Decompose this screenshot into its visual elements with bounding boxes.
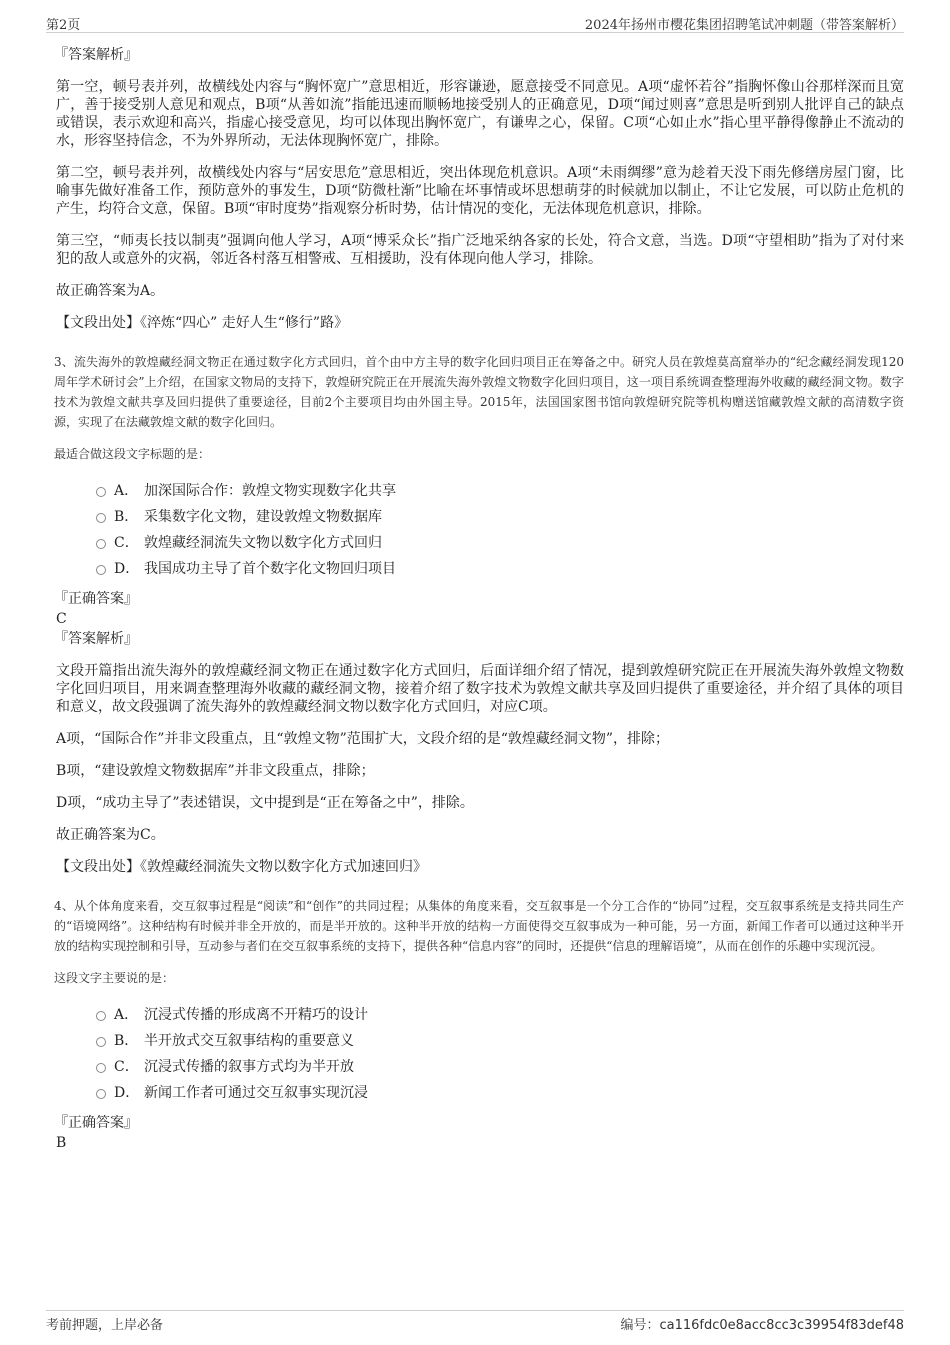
q2-analysis-label: 『答案解析』 <box>54 47 138 63</box>
q3-analysis-paragraph: D项，“成功主导了”表述错误，文中提到是“正在筹备之中”，排除。 <box>56 795 474 811</box>
q3-answer: C <box>56 611 67 627</box>
q3-analysis-paragraph: A项，“国际合作”并非文段重点，且“敦煌文物”范围扩大，文段介绍的是“敦煌藏经洞文物”，排除； <box>56 731 670 747</box>
q4-option-a[interactable]: A． 沉浸式传播的形成离不开精巧的设计 <box>96 1006 904 1032</box>
q3-stem: 3、流失海外的敦煌藏经洞文物正在通过数字化方式回归，首个由中方主导的数字化回归项目正在筹备之中。研究人员在敦煌莫高窟举办的“纪念藏经洞发现120周年学术研讨会”上介绍，在国家文物局的支持下，敦煌研究院正在开展流失海外敦煌文物数字化回归项目，这一项目系统调查整理海外收藏的藏经洞文物。数字技术为敦煌文献共享及回归提供了重要途径，目前2个主要项目均由外国主导。2015年，法国国家图书馆向敦煌研究院等机构赠送馆藏敦煌文献的高清数字资源，实现了在法藏敦煌文献的数字化回归。 <box>54 355 904 429</box>
radio-icon[interactable] <box>96 1037 106 1047</box>
q2-analysis-paragraph: 故正确答案为A。 <box>56 283 165 299</box>
page-content <box>56 46 904 1154</box>
q3-option-a[interactable]: A． 加深国际合作：敦煌文物实现数字化共享 <box>96 482 904 508</box>
q4-options <box>96 1006 904 1110</box>
q3-question: 最适合做这段文字标题的是： <box>54 447 211 461</box>
q4-question: 这段文字主要说的是： <box>54 971 175 985</box>
q3-analysis-paragraph: 故正确答案为C。 <box>56 827 165 843</box>
code-value: ca116fdc0e8acc8cc3c39954f83def48 <box>659 1318 904 1333</box>
document-title: 2024年扬州市樱花集团招聘笔试冲刺题（带答案解析） <box>584 18 904 33</box>
q3-answer-label: 『正确答案』 <box>54 591 138 607</box>
radio-icon[interactable] <box>96 1063 106 1073</box>
page-footer <box>46 1310 904 1333</box>
document-code <box>620 1314 904 1333</box>
q4-option-d[interactable]: D． 新闻工作者可通过交互叙事实现沉浸 <box>96 1084 904 1110</box>
q2-source: 【文段出处】《淬炼“四心” 走好人生“修行”路》 <box>56 315 349 331</box>
q2-analysis-paragraph: 第二空，顿号表并列，故横线处内容与“居安思危”意思相近，突出体现危机意识。A项“未雨绸缪”意为趁着天没下雨先修缮房屋门窗，比喻事先做好准备工作，预防意外的事发生，D项“防微杜渐”比喻在坏事情或坏思想萌芽的时候就加以制止，不让它发展，可以防止危机的产生，均符合文意，保留。B项“审时度势”指观察分析时势，估计情况的变化，无法体现危机意识，排除。 <box>56 165 904 217</box>
q3-option-d[interactable]: D． 我国成功主导了首个数字化文物回归项目 <box>96 560 904 586</box>
q3-analysis-paragraph: B项，“建设敦煌文物数据库”并非文段重点，排除； <box>56 763 375 779</box>
q4-answer-label: 『正确答案』 <box>54 1115 138 1131</box>
q2-analysis-paragraph: 第三空，“师夷长技以制夷”强调向他人学习，A项“博采众长”指广泛地采纳各家的长处，符合文意，当选。D项“守望相助”指为了对付来犯的敌人或意外的灾祸，邻近各村落互相警戒、互相援助，没有体现向他人学习，排除。 <box>56 233 904 267</box>
q4-option-c[interactable]: C． 沉浸式传播的叙事方式均为半开放 <box>96 1058 904 1084</box>
q4-stem: 4、从个体角度来看，交互叙事过程是“阅读”和“创作”的共同过程；从集体的角度来看，交互叙事是一个分工合作的“协同”过程，交互叙事系统是支持共同生产的“语境网络”。这种结构有时候并非全开放的，而是半开放的。这种半开放的结构一方面使得交互叙事成为一种可能，另一方面，新闻工作者可以通过这种半开放的结构实现控制和引导，互动参与者们在交互叙事系统的支持下，提供各种“信息内容”的同时，还提供“信息的理解语境”，从而在创作的乐趣中实现沉浸。 <box>54 899 904 953</box>
q3-source: 【文段出处】《敦煌藏经洞流失文物以数字化方式加速回归》 <box>56 859 427 875</box>
q3-options <box>96 482 904 586</box>
q4-answer: B <box>56 1135 67 1151</box>
code-label: 编号： <box>620 1318 660 1333</box>
radio-icon[interactable] <box>96 513 106 523</box>
q3-option-c[interactable]: C． 敦煌藏经洞流失文物以数字化方式回归 <box>96 534 904 560</box>
q4-option-b[interactable]: B． 半开放式交互叙事结构的重要意义 <box>96 1032 904 1058</box>
page-number: 第2页 <box>46 18 81 33</box>
radio-icon[interactable] <box>96 1011 106 1021</box>
page-header <box>46 12 904 33</box>
radio-icon[interactable] <box>96 1089 106 1099</box>
radio-icon[interactable] <box>96 539 106 549</box>
q3-analysis-label: 『答案解析』 <box>54 631 138 647</box>
q3-option-b[interactable]: B． 采集数字化文物，建设敦煌文物数据库 <box>96 508 904 534</box>
radio-icon[interactable] <box>96 487 106 497</box>
radio-icon[interactable] <box>96 565 106 575</box>
q2-analysis-paragraph: 第一空，顿号表并列，故横线处内容与“胸怀宽广”意思相近，形容谦逊，愿意接受不同意见。A项“虚怀若谷”指胸怀像山谷那样深而且宽广，善于接受别人意见和观点，B项“从善如流”指能迅速而顺畅地接受别人的正确意见，D项“闻过则喜”意思是听到别人批评自己的缺点或错误，表示欢迎和高兴，指虚心接受意见，均可以体现出胸怀宽广，有谦卑之心，保留。C项“心如止水”指心里平静得像静止不流动的水，形容坚持信念，不为外界所动，无法体现胸怀宽广，排除。 <box>56 79 904 149</box>
q3-analysis-paragraph: 文段开篇指出流失海外的敦煌藏经洞文物正在通过数字化方式回归，后面详细介绍了情况，提到敦煌研究院正在开展流失海外敦煌文物数字化回归项目，用来调查整理海外收藏的藏经洞文物，接着介绍了数字技术为敦煌文献共享及回归提供了重要途径，并介绍了具体的项目和意义，故文段强调了流失海外的敦煌藏经洞文物以数字化方式回归，对应C项。 <box>56 663 904 715</box>
footer-slogan: 考前押题，上岸必备 <box>46 1318 164 1333</box>
